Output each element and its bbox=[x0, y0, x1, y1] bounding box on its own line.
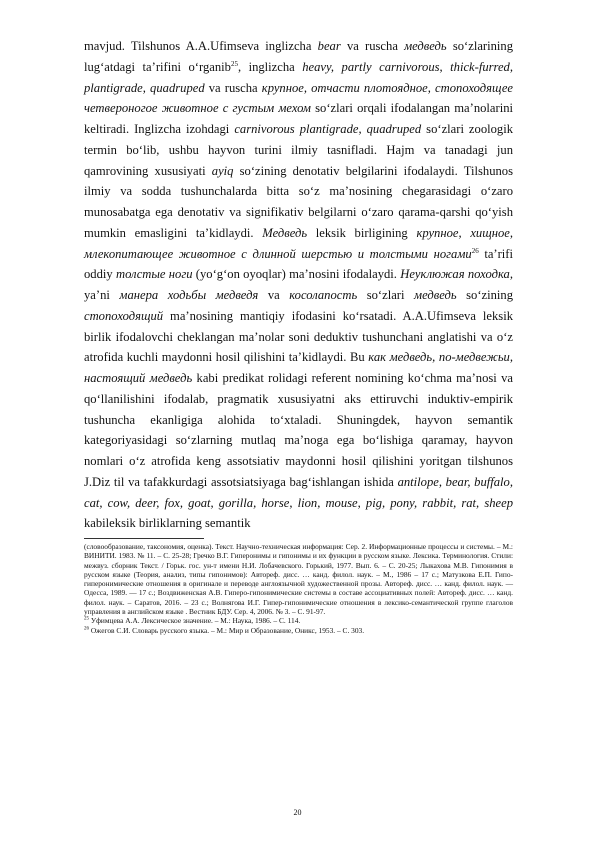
footnote-marker: 25 bbox=[84, 616, 89, 622]
footnote-text: Ожегов С.И. Словарь русского языка. – М.: Мир и Образование, Оникс, 1953. – С. 303. bbox=[89, 625, 365, 635]
italic-term: медведь bbox=[404, 39, 447, 53]
text-run: so‘zlari zoologik termin bo‘lib, ushbu hayvon turini ilmiy tasnifladi. Hajm va tanadagi jun qamrovining xususiyati bbox=[84, 122, 514, 178]
italic-term: Неуклюжая походка, bbox=[400, 267, 513, 282]
text-run: leksik birligining bbox=[307, 225, 417, 240]
text-run: va ruscha bbox=[340, 39, 405, 53]
text-run: kabileksik birliklarning semantik bbox=[84, 516, 251, 531]
italic-term: ayiq bbox=[211, 163, 234, 178]
footnote-text: Уфимцева А.А. Лексическое значение. – М.: Наука, 1986. – С. 114. bbox=[89, 616, 301, 626]
main-paragraph bbox=[84, 36, 513, 534]
italic-term: стопоходящий bbox=[84, 308, 164, 323]
footnote-26 bbox=[84, 626, 513, 635]
italic-term: толстые ноги bbox=[115, 267, 193, 282]
text-run: so‘zlari orqali ifodalangan ma’nolarini keltiradi. Inglizcha izohdagi bbox=[84, 101, 513, 136]
text-run: so‘zlarining lug‘atdagi ta’rifini o‘rganib bbox=[84, 39, 513, 74]
footnote-ref-25[interactable]: 25 bbox=[230, 59, 238, 68]
footnote-ref-26[interactable]: 26 bbox=[471, 246, 479, 255]
page-content bbox=[84, 36, 513, 635]
text-run: va ruscha bbox=[204, 80, 262, 95]
text-run: ya’ni bbox=[84, 288, 120, 302]
text-run: so‘zlari bbox=[357, 288, 415, 302]
text-run: so‘zining denotativ belgilarini ifodalaydi. Tilshunos ilmiy va sodda tushunchalarda bitta so‘z ma’nosining chegarasidagi o‘zaro munosabatga ega denotativ va signifikativ belgilarni o‘zaro qarama-qarshi qo‘yish mumkin emasligini ta’kidlaydi. bbox=[84, 163, 514, 240]
italic-term: antilope, bear, buffalo, cat, cow, deer, fox, goat, gorilla, horse, lion, mouse, pig, pony, rabbit, rat, sheep bbox=[84, 474, 514, 510]
italic-term: косолапость bbox=[289, 288, 358, 302]
italic-term: манера ходьбы медведя bbox=[119, 288, 259, 302]
text-run: , inglizcha bbox=[237, 59, 303, 74]
italic-term: bear bbox=[317, 39, 341, 53]
italic-term: Медведь bbox=[262, 225, 308, 240]
text-run: ma’nosining mantiqiy ifodasini ko‘rsatadi. A.A.Ufimseva leksik birlik ifodalovchi cheklangan ma’nolar soni deduktiv tushunchani anglatishi va o‘z atrofida kuchli maydonni hosil qilishini ta’kidlaydi. Bu bbox=[84, 308, 513, 365]
page-number: 20 bbox=[293, 808, 302, 817]
italic-term: heavy, partly carnivorous, thick-furred, plantigrade, quadruped bbox=[84, 59, 513, 95]
italic-term: крупное, отчасти плотоядное, стопоходящее четвероногое животное с густым мехом bbox=[84, 80, 513, 116]
text-run: ta’rifi oddiy bbox=[84, 246, 513, 282]
italic-term: как медведь, по-медвежьи, настоящий медведь bbox=[84, 350, 513, 385]
text-run: so‘zining bbox=[456, 288, 513, 302]
italic-term: carnivorous plantigrade, quadruped bbox=[234, 122, 422, 136]
text-run: mavjud. Tilshunos A.A.Ufimseva inglizcha bbox=[84, 39, 318, 53]
footnote-marker: 26 bbox=[84, 626, 89, 632]
footnote-continuation: (словообразование, таксономия, оценка). Текст. Научно-техническая информация: Сер. 2. Информационные процессы и системы. – М.: ВИНИТИ. 1983. № 11. – С. 25-28; Гречко В.Г. Гиперонимы и гипонимы и их функции в русском языке. Лексика. Терминология. Стили: межвуз. сборник Текст. / Горьк. гос. ун-т имени Н.И. Лобачевского. Горький, 1977. Вып. 6. – С. 20-25; Лыкахова М.В. Гипонимия в русском языке (Теория, анализ, типы гипонимов): Автореф. дисс. … канд. филол. наук. – М., 1986 – 17 с.; Матузкова Е.П. Гипо-гиперонимические отношения в оригинале и переводе англоязычной художественной прозы. Автореф. дисс. … канд. филол. наук. — Одесса, 1989. — 17 с.; Воздвиженская А.В. Гиперо-гипонимические системы в составе ассоциативных полей: Автореф. дисс. … канд. филол. наук. – Саратов, 2016. – 23 с.; Волнягова И.Г. Гипер-гипонимические отношения в лексико-семантической группе глаголов управления в английском языке . Вестник БДУ. Сер. 4, 2006. № 3. – С. 91-97. bbox=[84, 542, 513, 617]
footnote-separator bbox=[84, 538, 204, 539]
text-run: (yo‘g‘on oyoqlar) ma’nosini ifodalaydi. bbox=[192, 267, 401, 282]
text-run: va bbox=[258, 288, 290, 302]
footnote-25 bbox=[84, 616, 513, 625]
text-run: kabi predikat rolidagi referent nomining ko‘chma ma’nosi va qo‘llanilishini ifodalab, pragmatik xususiyatni aks ettiruvchi induktiv-empirik tushuncha ekanligiga alohida to‘xtaladi. Shuningdek, hayvon semantik kategoriyasidagi so‘zlarning mutlaq ma’noga ega bo‘lishiga qaramay, hayvon nomlari o‘z atrofida keng assotsiativ maydonni hosil qilishini yoritgan tilshunos J.Diz til va tafakkurdagi assotsiatsiyaga bag‘ishlangan ishida bbox=[84, 371, 513, 489]
italic-term: медведь bbox=[414, 288, 457, 302]
italic-term: крупное, хищное, млекопитающее животное с длинной шерстью и толстыми ногами bbox=[84, 225, 514, 261]
